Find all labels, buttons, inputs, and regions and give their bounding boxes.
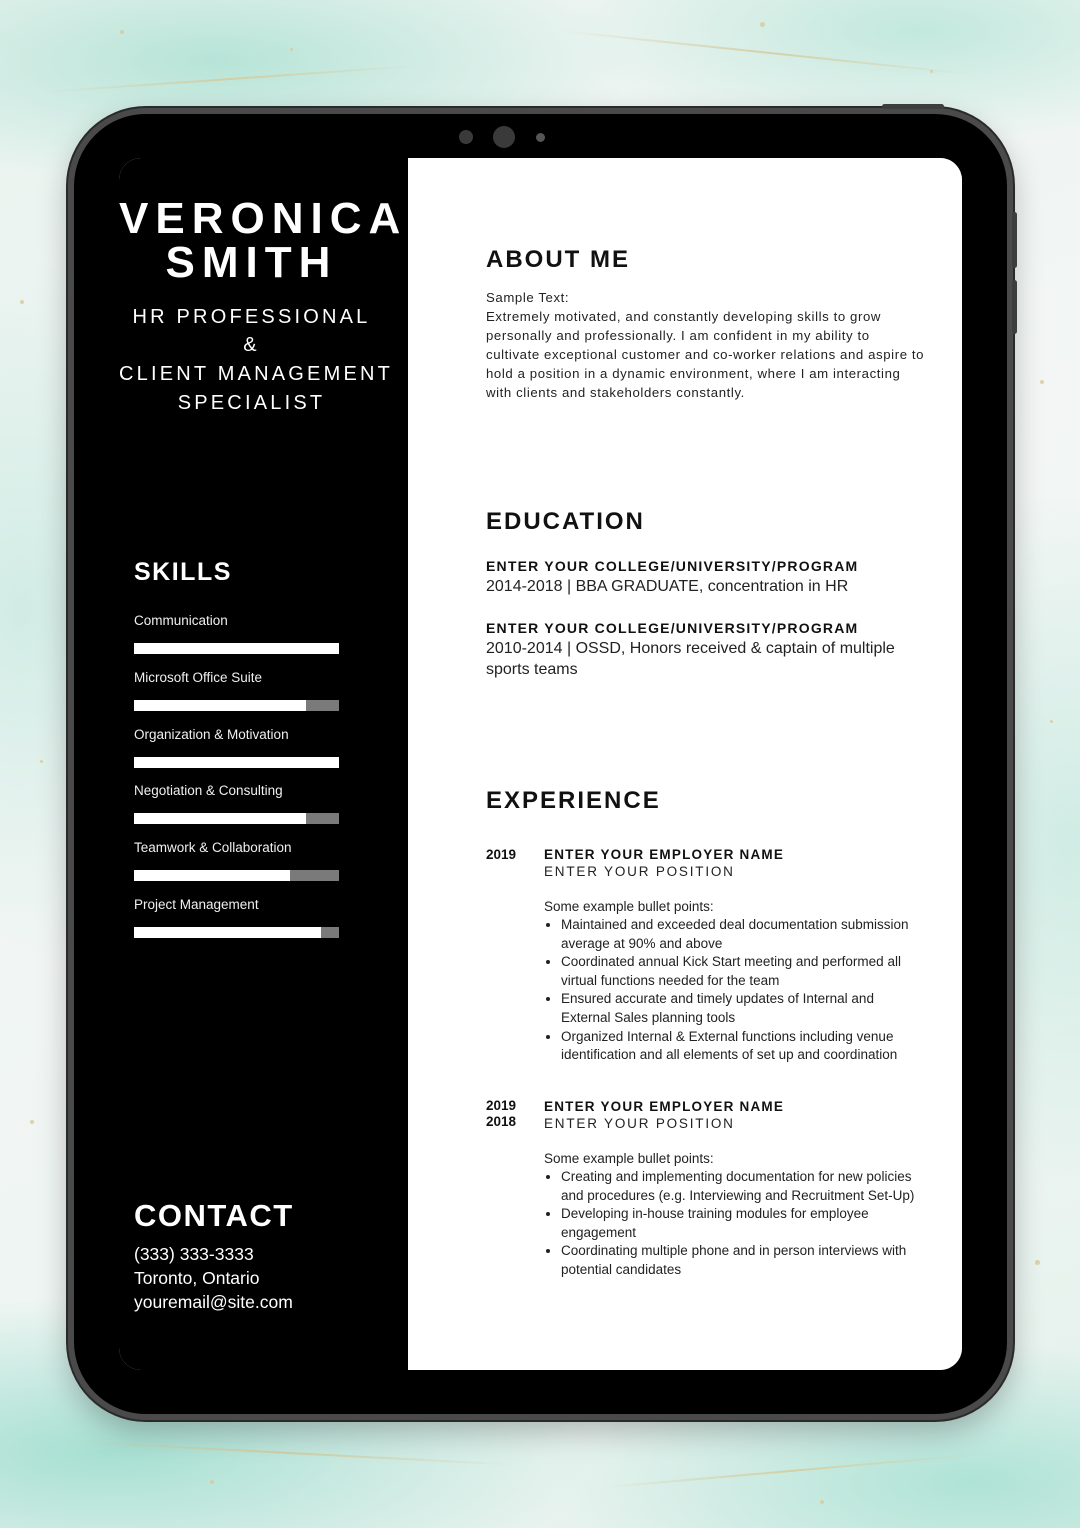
name-first: VERONICA [119, 194, 408, 243]
skill-label: Teamwork & Collaboration [134, 840, 292, 856]
experience-employer: ENTER YOUR EMPLOYER NAME [544, 1099, 785, 1114]
skill-level-bar [134, 643, 339, 654]
list-item: Creating and implementing documentation for new policies and procedures (e.g. Interviewing and Recruitment Set-Up) [544, 1168, 919, 1205]
experience-employer: ENTER YOUR EMPLOYER NAME [544, 847, 785, 862]
skill-label: Organization & Motivation [134, 726, 289, 742]
skill-level-fill [134, 757, 339, 768]
tablet-volume-up-button [1012, 212, 1017, 268]
skill-level-fill [134, 927, 321, 938]
experience-heading: EXPERIENCE [486, 787, 661, 814]
skill-level-fill [134, 643, 339, 654]
list-item: Developing in-house training modules for employee engagement [544, 1205, 919, 1242]
job-title-line-3: CLIENT MANAGEMENT [119, 363, 394, 385]
skill-level-bar [134, 870, 339, 881]
tablet-top-button [882, 104, 944, 109]
contact-phone: (333) 333-3333 [134, 1244, 254, 1264]
job-title-line-1: HR PROFESSIONAL [132, 306, 371, 328]
about-heading: ABOUT ME [486, 246, 630, 273]
skills-heading: SKILLS [134, 558, 232, 586]
skill-label: Communication [134, 613, 228, 628]
contact-location: Toronto, Ontario [134, 1268, 260, 1288]
contact-email: youremail@site.com [134, 1292, 293, 1312]
experience-intro: Some example bullet points: [544, 1151, 714, 1166]
skill-level-bar [134, 813, 339, 824]
job-title-line-2: & [243, 334, 260, 356]
name-last: SMITH [165, 238, 338, 287]
education-detail-2: 2010-2014 | OSSD, Honors received & captain of multiple sports teams [486, 640, 895, 678]
skill-label: Project Management [134, 897, 259, 912]
experience-year-end: 2018 [486, 1114, 517, 1129]
education-program-2: ENTER YOUR COLLEGE/UNIVERSITY/PROGRAM [486, 620, 859, 636]
job-title-line-4: SPECIALIST [177, 392, 326, 414]
skill-level-fill [134, 813, 306, 824]
education-detail-1: 2014-2018 | BBA GRADUATE, concentration in HR [486, 578, 849, 595]
skill-level-bar [134, 927, 339, 938]
skill-level-fill [134, 870, 290, 881]
list-item: Coordinating multiple phone and in person interviews with potential candidates [544, 1242, 919, 1279]
camera-lens-icon [493, 126, 515, 148]
resume-sidebar [119, 158, 408, 1370]
experience-bullets [544, 916, 919, 1065]
list-item: Coordinated annual Kick Start meeting and performed all virtual functions needed for the team [544, 953, 919, 990]
education-program-1: ENTER YOUR COLLEGE/UNIVERSITY/PROGRAM [486, 558, 859, 574]
education-heading: EDUCATION [486, 508, 645, 535]
tablet-volume-down-button [1012, 280, 1017, 334]
experience-position: ENTER YOUR POSITION [544, 864, 735, 879]
experience-bullets [544, 1168, 919, 1280]
about-body: Extremely motivated, and constantly developing skills to grow personally and professionally. I am confident in my ability to cultivate exceptional customer and co-worker relations and aspire to hold a position in a dynamic environment, where I am interacting with clients and stakeholders constantly. [486, 309, 925, 400]
tablet-screen [119, 158, 962, 1370]
contact-heading: CONTACT [134, 1198, 294, 1233]
experience-intro: Some example bullet points: [544, 899, 714, 914]
experience-year-start: 2019 [486, 847, 517, 862]
list-item: Ensured accurate and timely updates of Internal and External Sales planning tools [544, 990, 919, 1027]
skill-label: Negotiation & Consulting [134, 783, 283, 799]
skill-label: Microsoft Office Suite [134, 669, 263, 685]
skill-level-fill [134, 700, 306, 711]
skill-level-bar [134, 757, 339, 768]
experience-year-start: 2019 [486, 1098, 517, 1113]
camera-sensor-icon [459, 130, 473, 144]
about-label: Sample Text: [486, 290, 570, 305]
experience-position: ENTER YOUR POSITION [544, 1116, 735, 1131]
resume-main [408, 158, 962, 1370]
list-item: Maintained and exceeded deal documentation submission average at 90% and above [544, 916, 919, 953]
list-item: Organized Internal & External functions including venue identification and all elements of set up and coordination [544, 1028, 919, 1065]
skill-level-bar [134, 700, 339, 711]
camera-dot-icon [536, 133, 545, 142]
